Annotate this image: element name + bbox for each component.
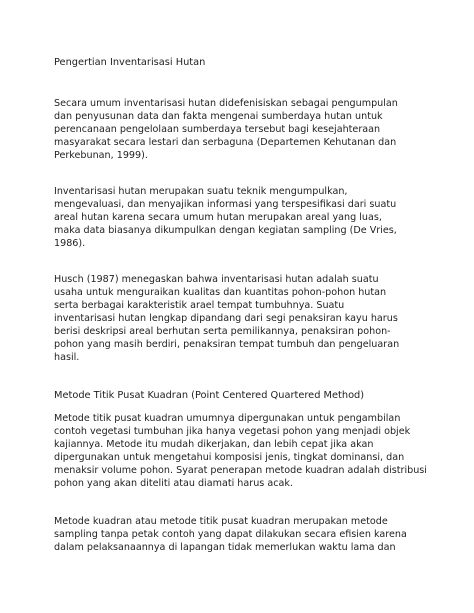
paragraph-line: Metode titik pusat kuadran umumnya dipergunakan untuk pengambilan (54, 413, 401, 424)
paragraph-line: Inventarisasi hutan merupakan suatu teknik mengumpulkan, (54, 186, 348, 197)
paragraph-line: dan penyusunan data dan fakta mengenai sumberdaya hutan untuk (54, 111, 383, 122)
paragraph-line: dalam pelaksanaannya di lapangan tidak memerlukan waktu lama dan (54, 542, 396, 553)
paragraph-line: Metode kuadran atau metode titik pusat kuadran merupakan metode (54, 516, 388, 527)
paragraph-line: contoh vegetasi tumbuhan jika hanya vegetasi pohon yang menjadi objek (54, 426, 411, 437)
document-title: Pengertian Inventarisasi Hutan (54, 57, 206, 68)
paragraph-line: menaksir volume pohon. Syarat penerapan metode kuadran adalah distribusi (54, 465, 427, 476)
paragraph-line: areal hutan karena secara umum hutan merupakan areal yang luas, (54, 212, 382, 223)
paragraph-line: inventarisasi hutan lengkap dipandang dari segi penaksiran kayu harus (54, 313, 398, 324)
paragraph-line: kajiannya. Metode itu mudah dikerjakan, dan lebih cepat jika akan (54, 439, 374, 450)
paragraph-line: 1986). (54, 238, 86, 249)
paragraph-line: mengevaluasi, dan menyajikan informasi yang terspesifikasi dari suatu (54, 199, 397, 210)
paragraph-line: berisi deskripsi areal berhutan serta pemilikannya, penaksiran pohon- (54, 326, 391, 337)
paragraph-line: sampling tanpa petak contoh yang dapat dilakukan secara efisien karena (54, 529, 407, 540)
paragraph-line: dipergunakan untuk mengetahui komposisi jenis, tingkat dominansi, dan (54, 452, 405, 463)
paragraph-line: serta berbagai karakteristik arael tempat tumbuhnya. Suatu (54, 300, 345, 311)
paragraph-line: Husch (1987) menegaskan bahwa inventarisasi hutan adalah suatu (54, 274, 379, 285)
paragraph-line: masyarakat secara lestari dan serbaguna (Departemen Kehutanan dan (54, 137, 397, 148)
paragraph-line: Secara umum inventarisasi hutan didefenisiskan sebagai pengumpulan (54, 98, 398, 109)
section-subtitle: Metode Titik Pusat Kuadran (Point Centered Quartered Method) (54, 390, 365, 401)
paragraph-line: maka data biasanya dikumpulkan dengan kegiatan sampling (De Vries, (54, 225, 397, 236)
paragraph-line: perencanaan pengelolaan sumberdaya tersebut bagi kesejahteraan (54, 124, 381, 135)
paragraph-line: Perkebunan, 1999). (54, 150, 148, 161)
paragraph-line: usaha untuk menguraikan kualitas dan kuantitas pohon-pohon hutan (54, 287, 387, 298)
paragraph-line: pohon yang masih berdiri, penaksiran tempat tumbuh dan pengeluaran (54, 339, 400, 350)
paragraph-line: pohon yang akan diteliti atau diamati harus acak. (54, 478, 293, 489)
paragraph-line: hasil. (54, 352, 80, 363)
